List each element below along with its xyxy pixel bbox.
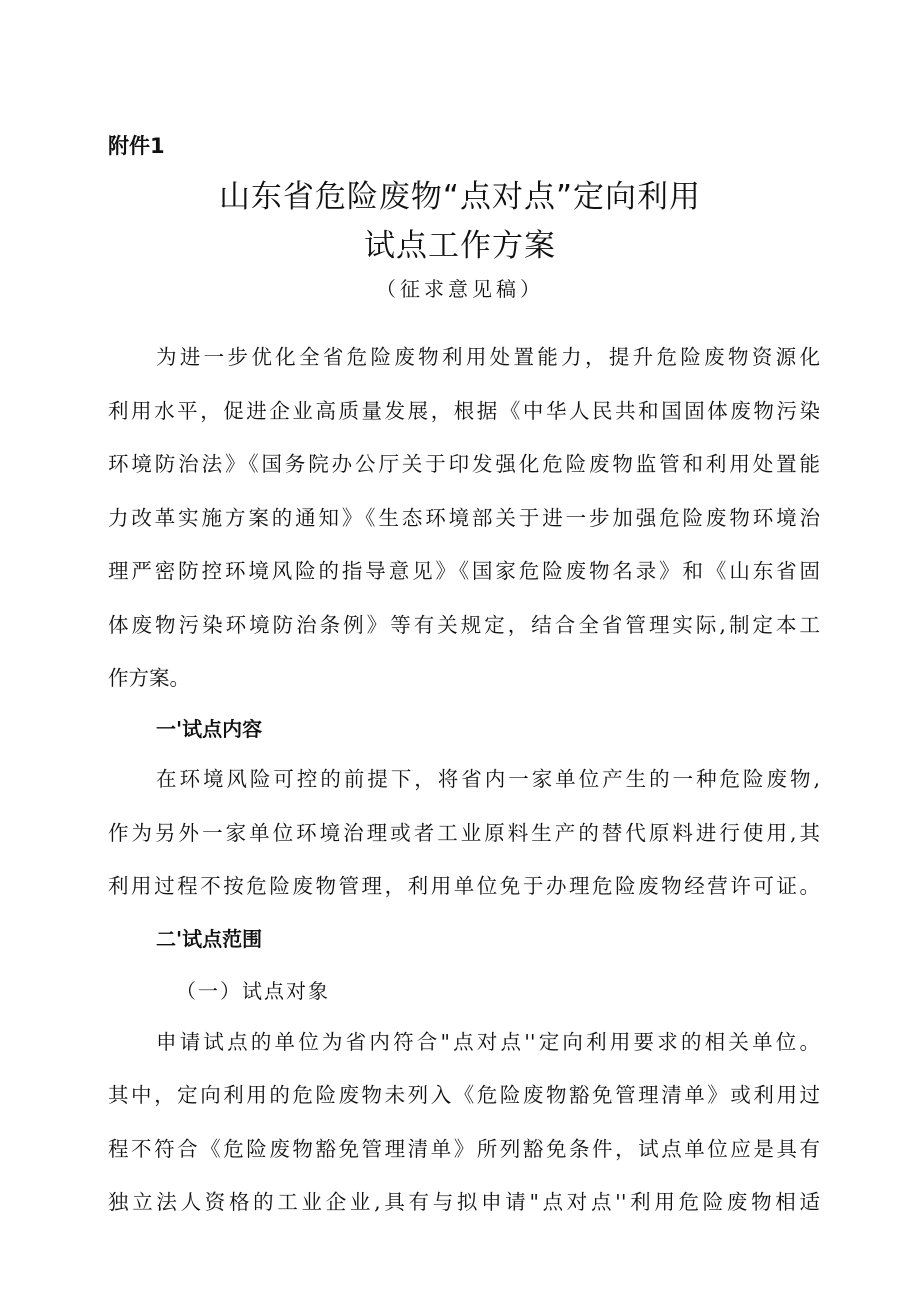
document-title-line-1: 山东省危险废物“点对点”定向利用: [218, 179, 702, 215]
section-2-line-3: 程不符合《危险废物豁免管理清单》所列豁免条件，试点单位应是具有: [108, 1137, 820, 1161]
attachment-label: 附件1: [108, 134, 165, 158]
intro-line-3: 环境防治法》《国务院办公厅关于印发强化危险废物监管和利用处置能: [108, 452, 820, 476]
section-1-line-3: 利用过程不按危险废物管理，利用单位免于办理危险废物经营许可证。: [108, 874, 820, 898]
intro-line-2: 利用水平，促进企业高质量发展，根据《中华人民共和国固体废物污染: [108, 399, 820, 423]
intro-line-5: 理严密防控环境风险的指导意见》《国家危险废物名录》和《山东省固: [108, 559, 820, 583]
section-2-line-4: 独立法人资格的工业企业,具有与拟申请"点对点''利用危险废物相适: [108, 1190, 820, 1214]
intro-line-6: 体废物污染环境防治条例》等有关规定，结合全省管理实际,制定本工: [108, 613, 820, 637]
section-1-line-1: 在环境风险可控的前提下，将省内一家单位产生的一种危险废物,: [156, 767, 820, 791]
section-1-heading: 一'试点内容: [156, 717, 263, 741]
section-2-line-1: 申请试点的单位为省内符合"点对点''定向利用要求的相关单位。: [156, 1030, 820, 1054]
section-2-heading: 二'试点范围: [156, 927, 263, 951]
intro-line-1: 为进一步优化全省危险废物利用处置能力，提升危险废物资源化: [156, 345, 820, 369]
document-title-line-2: 试点工作方案: [364, 228, 556, 264]
intro-line-4: 力改革实施方案的通知》《生态环境部关于进一步加强危险废物环境治: [108, 506, 820, 530]
section-2-subheading: （一）试点对象: [176, 979, 330, 1003]
section-2-line-2: 其中，定向利用的危险废物未列入《危险废物豁免管理清单》或利用过: [108, 1083, 820, 1107]
document-subtitle: （征求意见稿）: [376, 277, 544, 301]
section-1-line-2: 作为另外一家单位环境治理或者工业原料生产的替代原料进行使用,其: [108, 821, 820, 845]
intro-line-7: 作方案。: [108, 666, 190, 690]
